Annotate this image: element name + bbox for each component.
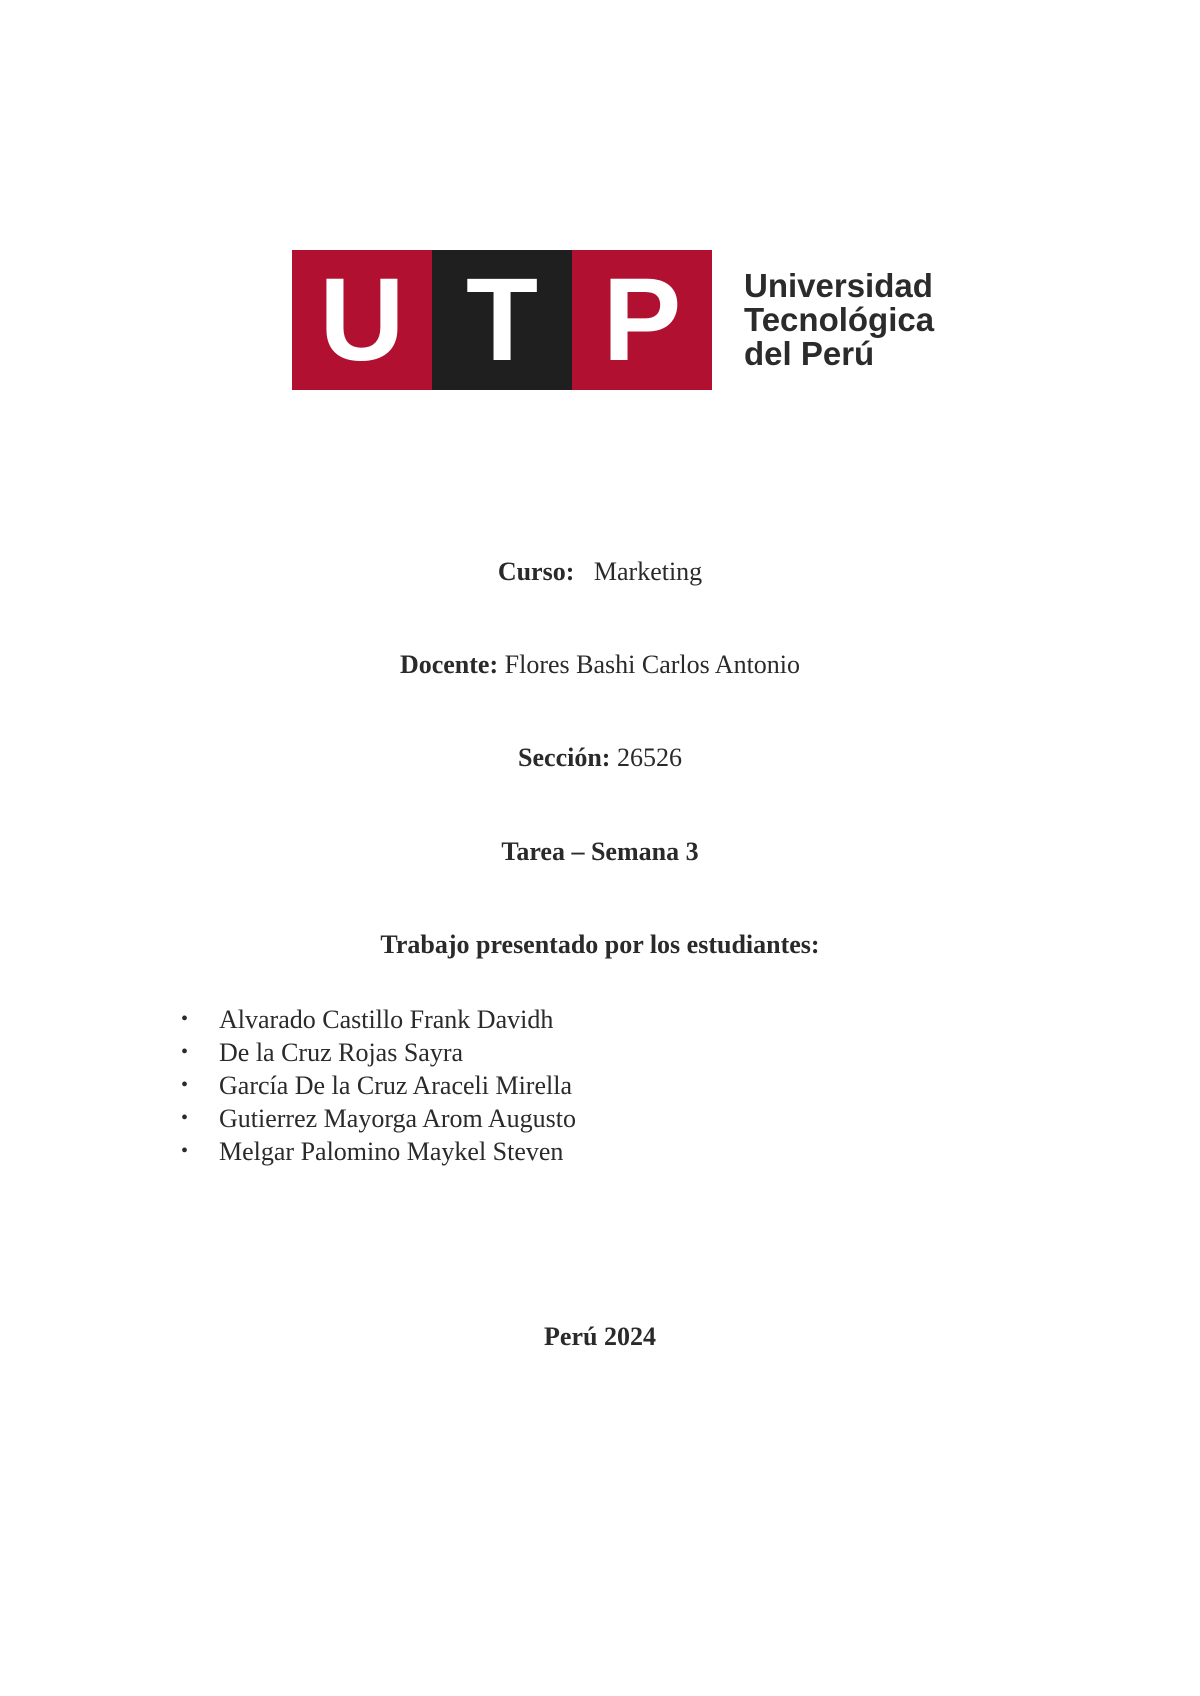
list-item — [175, 1135, 576, 1168]
student-name: De la Cruz Rojas Sayra — [219, 1038, 464, 1067]
list-item — [175, 1069, 576, 1102]
logo-wordmark — [744, 250, 934, 390]
student-name: Melgar Palomino Maykel Steven — [219, 1137, 564, 1166]
bullet-icon: • — [181, 1107, 189, 1129]
list-item — [175, 1036, 576, 1069]
section-label: Sección: — [518, 743, 611, 772]
wordmark-line-1: Universidad — [744, 267, 933, 304]
section-line — [0, 742, 1200, 774]
assignment-title: Tarea – Semana 3 — [501, 837, 699, 866]
teacher-label: Docente: — [399, 650, 499, 679]
bullet-icon: • — [181, 1074, 189, 1096]
utp-logo — [292, 250, 934, 390]
wordmark-line-2: Tecnológica — [744, 301, 935, 338]
student-name: Gutierrez Mayorga Arom Augusto — [219, 1104, 576, 1133]
bullet-icon: • — [181, 1008, 189, 1030]
section-value: 26526 — [616, 743, 682, 772]
teacher-line — [0, 649, 1200, 681]
teacher-value: Flores Bashi Carlos Antonio — [504, 650, 801, 679]
logo-letter-p: P — [572, 250, 712, 390]
wordmark-line-3: del Perú — [744, 335, 875, 372]
footer-text: Perú 2024 — [544, 1322, 656, 1351]
list-item — [175, 1102, 576, 1135]
student-name: Alvarado Castillo Frank Davidh — [219, 1005, 554, 1034]
logo-letter-u: U — [292, 250, 432, 390]
course-value: Marketing — [593, 557, 703, 586]
students-list — [175, 1003, 576, 1168]
bullet-icon: • — [181, 1041, 189, 1063]
course-line — [0, 556, 1200, 588]
list-item — [175, 1003, 576, 1036]
students-heading: Trabajo presentado por los estudiantes: — [380, 930, 820, 959]
student-name: García De la Cruz Araceli Mirella — [219, 1071, 572, 1100]
logo-letter-t: T — [432, 250, 572, 390]
course-label: Curso: — [497, 557, 575, 586]
bullet-icon: • — [181, 1140, 189, 1162]
